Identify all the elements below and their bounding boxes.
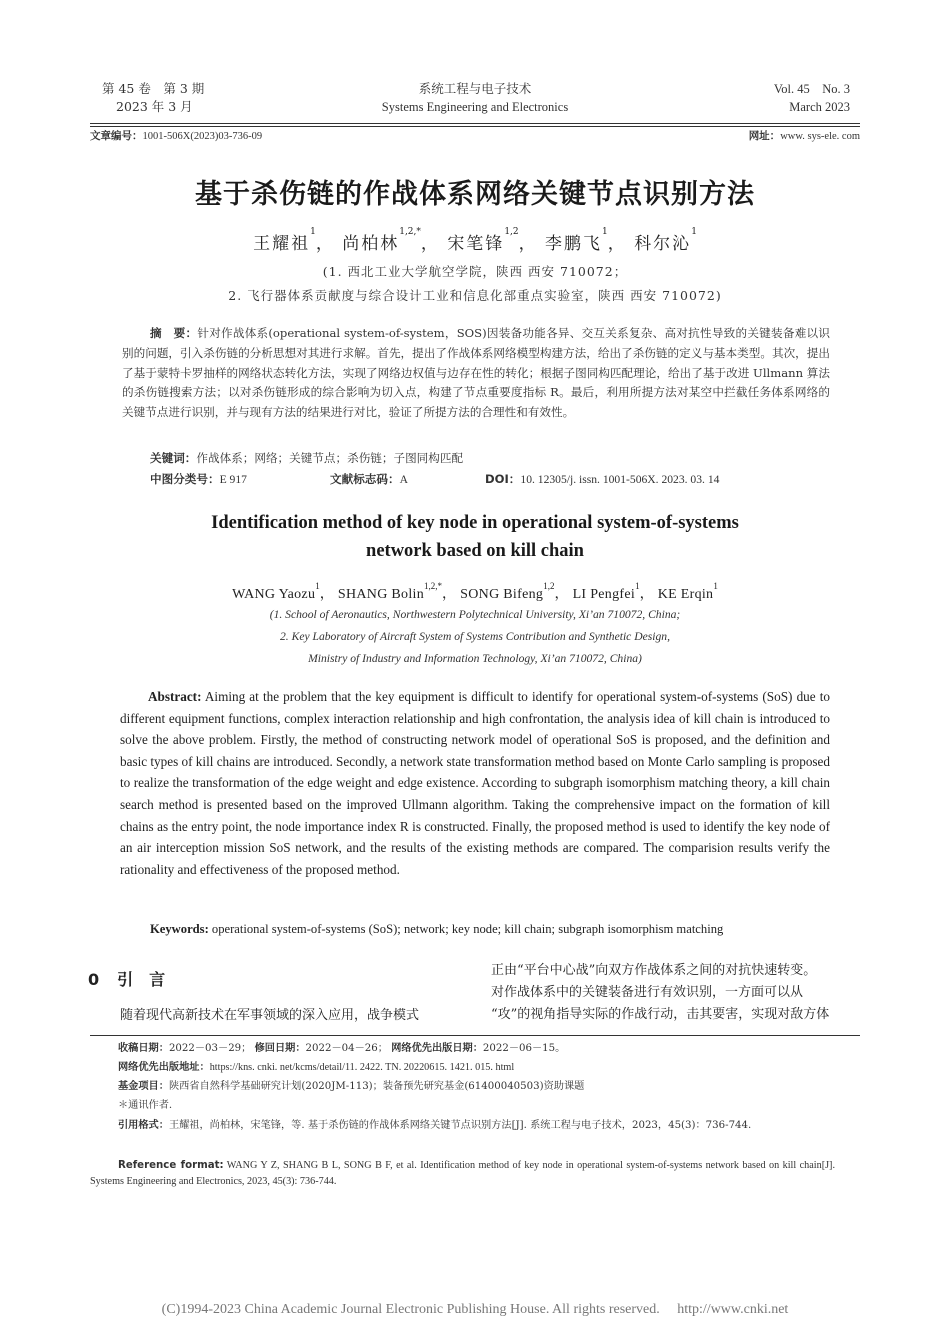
author-en: SHANG Bolin [337,587,425,602]
citation-cn-text: 王耀祖，尚柏林，宋笔锋，等. 基于杀伤链的作战体系网络关键节点识别方法[J]. 系统工程与电子技术，2023，45(3)：736-744. [168,1120,752,1131]
keywords-cn [150,450,463,466]
abstract-en [120,686,830,880]
affiliation-cn-1: (1. 西北工业大学航空学院，陕西 西安 710072； [322,264,628,279]
keywords-en-text: operational system-of-systems (SoS); network; key node; kill chain; subgraph isomorphism matching [211,922,724,936]
header-rule-thin [90,126,860,127]
intro-paragraph-right [491,960,861,1026]
section-number: 0 [88,970,100,989]
header-journal-cn: 系统工程与电子技术 [418,81,532,96]
keywords-cn-text: 作战体系；网络；关键节点；杀伤链；子图同构匹配 [196,451,464,465]
article-number-label: 文章编号： [90,130,143,142]
footnote-corresponding: ＊通讯作者. [118,1100,173,1111]
author-affil-mark: 1 [315,581,320,591]
intro-right-line: “攻”的视角指导实际的作战行动，击其要害，实现对敌方体 [491,1007,830,1022]
author-affil-mark: 1 [691,227,697,237]
intro-right-line: 正由“平台中心战”向双方作战体系之间的对抗快速转变。 [491,963,817,978]
online-address-label: 网络优先出版地址： [118,1062,210,1073]
fund-text: 陕西省自然科学基础研究计划(2020JM-113)；装备预先研究基金(61400040503)资助课题 [168,1081,585,1092]
author-affil-mark: 1 [602,227,608,237]
doi [485,471,719,487]
article-number [90,128,262,143]
document-code-label: 文献标志码： [330,472,400,486]
author-separator: ， [518,234,538,254]
online-label: 网络优先出版日期： [391,1043,483,1054]
author-separator: ， [315,234,335,254]
header-volume-issue [102,80,204,116]
abstract-en-text: Aiming at the problem that the key equipment is difficult to identify for operational system-of-systems (SoS) due to different equipment functions, complex interaction relationship and high confrontation, the analysis idea of kill chain is introduced to solve the above problem. Firstly, the method of constructing network model of operational SoS is proposed, and the definition and basic types of kill chains are introduced. Secondly, a network state transformation method based on Monte Carlo sampling is proposed to realize the transformation of the edge weight and edge existence. According to subgraph isomorphism matching theory, a kill chain search method is presented based on the improved Ullmann algorithm. Taking the comprehensive impact on the formation of kill chains as the entry point, the node importance index R is constructed. Finally, the proposed method is used to identify the key node of an air interception mission SoS network, and the results of the existing methods are compared. The comparision results verify the rationality and effectiveness of the proposed method. [120,689,831,877]
clc-label: 中图分类号： [150,472,220,486]
author-cn: 王耀祖 [253,234,311,254]
header-journal [300,80,650,116]
author-en: LI Pengfei [572,587,636,602]
author-affil-mark: 1,2 [504,227,519,237]
author-affil-mark: 1,2,* [424,581,443,591]
header-vol-en [774,80,850,116]
revised-label: 修回日期： [254,1043,306,1054]
received-date: 2022－03－29； [168,1043,252,1054]
authors-cn [0,229,950,254]
header-vol-no: Vol. 45 No. 3 [773,82,850,96]
document-code [330,471,408,487]
received-label: 收稿日期： [118,1043,169,1054]
intro-right-line: 对作战体系中的关键装备进行有效识别，一方面可以从 [491,985,804,1000]
header-month: March 2023 [789,100,850,114]
document-code-value: A [399,473,408,486]
author-cn: 尚柏林 [342,234,400,254]
header-date-cn: 2023 年 3 月 [116,99,193,114]
author-cn: 科尔沁 [634,234,692,254]
affiliation-en-1: (1. School of Aeronautics, Northwestern Polytechnical University, Xi’an 710072, China; [269,608,681,621]
header-rule [90,123,860,124]
article-number-value: 1001-506X(2023)03-736-09 [142,131,263,142]
author-affil-mark: 1 [713,581,718,591]
website-label: 网址： [748,130,781,142]
paper-title-en [0,509,950,565]
doi-label: DOI： [485,472,521,486]
clc-value: E 917 [219,473,247,486]
author-cn: 宋笔锋 [447,234,505,254]
header-journal-en: Systems Engineering and Electronics [381,100,569,114]
citation-en-text: WANG Y Z, SHANG B L, SONG B F, et al. Identification method of key node in operational system-of-systems network based on kill chain[J]. Systems Engineering and Electronics, 2023, 45(3): 736-744. [90,1160,835,1187]
author-separator: ， [639,587,654,602]
affiliation-en-2: 2. Key Laboratory of Aircraft System of Systems Contribution and Synthetic Design, [280,630,670,643]
abstract-cn-label: 摘 要： [150,326,198,340]
copyright-notice: (C)1994-2023 China Academic Journal Electronic Publishing House. All rights reserved. http://www.cnki.net [161,1302,789,1317]
author-separator: ， [607,234,627,254]
fund-label: 基金项目： [118,1081,169,1092]
abstract-cn [122,324,830,423]
abstract-cn-text: 针对作战体系(operational system-of-system，SOS)因装备功能各异、交互关系复杂、高对抗性导致的关键装备难以识别的问题，引入杀伤链的分析思想对其进行求解。首先，提出了作战体系网络模型构建方法，给出了杀伤链的定义与基本类型。其次，提出了基于蒙特卡罗抽样的网络状态转化方法，实现了网络边权值与边存在性的转化；根据子图同构匹配理论，给出了基于改进 Ullmann 算法的杀伤链搜索方法；以对杀伤链形成的综合影响为切入点，构建了节点重要度指标 R。最后，利用所提方法对某空中拦截任务体系网络的关键节点进行识别，并与现有方法的结果进行对比，验证了所提方法的合理性和有效性。 [122,326,830,420]
author-separator: ， [319,587,335,602]
author-separator: ， [554,587,569,602]
header-volume: 第 45 卷 第 3 期 [102,81,205,96]
author-affil-mark: 1,2,* [399,227,421,237]
author-en: SONG Bifeng [460,587,544,602]
keywords-en-label: Keywords: [150,922,209,936]
author-affil-mark: 1 [310,227,316,237]
clc-number [150,471,247,487]
footnote-citation-cn [90,1118,835,1134]
footnote-rule [90,1035,860,1036]
website-link[interactable]: www. sys-ele. com [780,131,860,142]
author-affil-mark: 1,2 [543,581,555,591]
author-affil-mark: 1 [635,581,640,591]
affiliation-cn-2: 2. 飞行器体系贡献度与综合设计工业和信息化部重点实验室，陕西 西安 710072) [228,288,722,303]
authors-en [0,583,950,603]
author-en: WANG Yaozu [232,587,316,602]
online-date: 2022－06－15。 [482,1043,566,1054]
online-address-link[interactable]: https://kns. cnki. net/kcms/detail/11. 2422. TN. 20220615. 1421. 015. html [209,1062,515,1073]
abstract-en-label: Abstract: [148,689,202,704]
author-separator: ， [420,234,440,254]
journal-website [749,128,860,143]
keywords-en [150,922,723,937]
keywords-cn-label: 关键词： [150,451,197,465]
footnote-online-address [118,1060,514,1076]
author-en: KE Erqin [657,587,714,602]
citation-cn-label: 引用格式： [118,1120,169,1131]
footnote-dates [118,1041,565,1057]
footnote-citation-en [90,1158,835,1190]
affiliation-en-3: Ministry of Industry and Information Technology, Xi’an 710072, China) [308,652,642,665]
paper-title-cn: 基于杀伤链的作战体系网络关键节点识别方法 [195,179,755,210]
doi-value[interactable]: 10. 12305/j. issn. 1001-506X. 2023. 03. 14 [520,473,720,486]
author-cn: 李鹏飞 [545,234,603,254]
revised-date: 2022－04－26； [305,1043,388,1054]
citation-en-label: Reference format: [118,1160,224,1171]
intro-paragraph-left: 随着现代高新技术在军事领域的深入应用，战争模式 [120,1008,420,1023]
paper-title-en-line2: network based on kill chain [366,541,584,561]
footnote-fund [118,1079,584,1095]
section-heading-introduction [88,967,165,990]
author-separator: ， [442,587,457,602]
paper-title-en-line1: Identification method of key node in operational system-of-systems [211,513,739,533]
section-title: 引 言 [117,970,166,989]
